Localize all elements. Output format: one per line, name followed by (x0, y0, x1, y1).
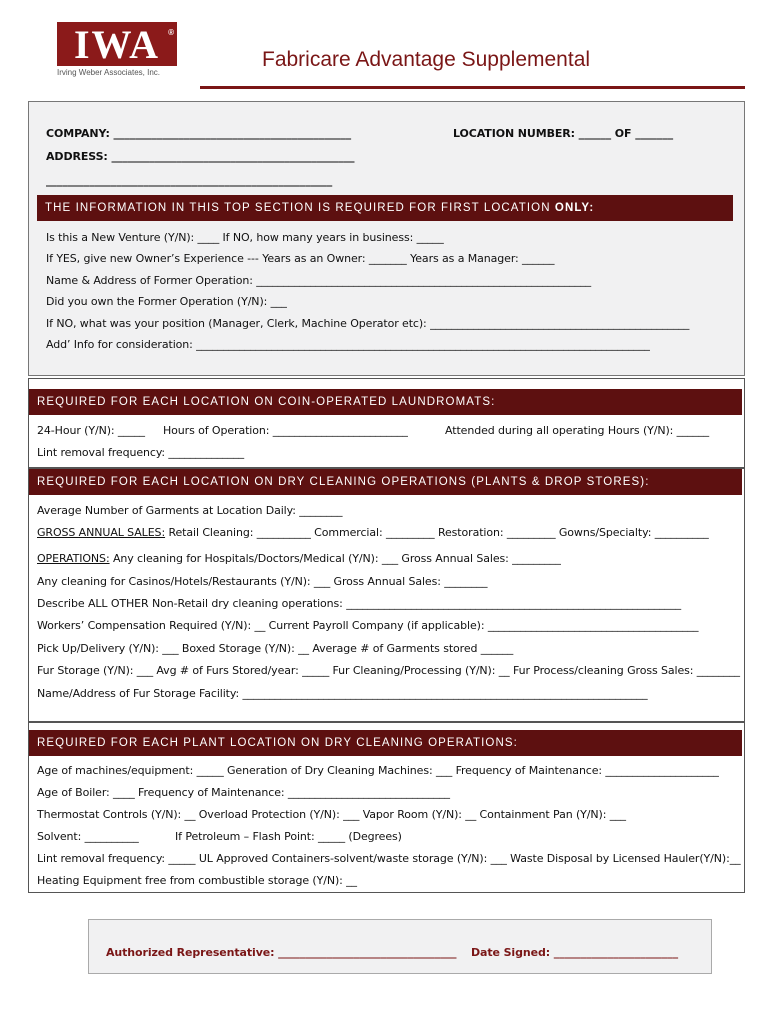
address-field[interactable]: ADDRESS: _____________________________________________ (46, 150, 355, 163)
additional-info-field[interactable]: Add’ Info for consideration: ____________________________________________________________________________________ (46, 338, 650, 351)
24-hour-field[interactable]: 24-Hour (Y/N): _____ (37, 424, 145, 437)
iwa-logo (57, 22, 182, 82)
plant-lint-removal-field[interactable]: Lint removal frequency: _____ UL Approved Containers-solvent/waste storage (Y/N): ___ Waste Disposal by Licensed Hauler(Y/N):__ (37, 852, 741, 865)
fur-storage-facility-field[interactable]: Name/Address of Fur Storage Facility: ___________________________________________________________________________ (37, 687, 648, 700)
operations-row[interactable] (37, 552, 561, 565)
owner-experience-question[interactable]: If YES, give new Owner’s Experience --- Years as an Owner: _______ Years as a Manager: ______ (46, 252, 555, 265)
logo-mark (57, 22, 177, 66)
hours-of-operation-field[interactable]: Hours of Operation: _________________________ (163, 424, 408, 437)
header-rule (200, 86, 745, 89)
attended-hours-field[interactable]: Attended during all operating Hours (Y/N): ______ (445, 424, 710, 437)
thermostat-controls-field[interactable]: Thermostat Controls (Y/N): __ Overload Protection (Y/N): ___ Vapor Room (Y/N): __ Containment Pan (Y/N): ___ (37, 808, 626, 821)
new-venture-question[interactable]: Is this a New Venture (Y/N): ____ If NO, how many years in business: _____ (46, 231, 444, 244)
location-number-field[interactable]: LOCATION NUMBER: ______ OF _______ (453, 127, 673, 140)
logo-brand: IWA (73, 22, 161, 67)
dry-cleaning-header: REQUIRED FOR EACH LOCATION ON DRY CLEANING OPERATIONS (PLANTS & DROP STORES): (29, 469, 742, 495)
first-location-header (37, 195, 733, 221)
solvent-field[interactable]: Solvent: __________ (37, 830, 139, 843)
address-line-2-field[interactable]: _____________________________________________________ (46, 174, 333, 187)
workers-comp-field[interactable]: Workers’ Compensation Required (Y/N): __ Current Payroll Company (if applicable): _______________________________________ (37, 619, 699, 632)
gross-annual-sales-label: GROSS ANNUAL SALES: (37, 526, 166, 539)
page-title: Fabricare Advantage Supplemental (262, 48, 591, 71)
former-operation-question[interactable]: Name & Address of Former Operation: ______________________________________________________________ (46, 274, 592, 287)
average-garments-field[interactable]: Average Number of Garments at Location Daily: ________ (37, 504, 343, 517)
casino-cleaning-field[interactable]: Any cleaning for Casinos/Hotels/Restaurants (Y/N): ___ Gross Annual Sales: ________ (37, 575, 488, 588)
flash-point-field[interactable]: If Petroleum – Flash Point: _____ (Degrees) (175, 830, 402, 843)
first-location-header-emph: ONLY: (554, 202, 595, 214)
logo-company-name: Irving Weber Associates, Inc. (57, 68, 161, 77)
own-former-operation-question[interactable]: Did you own the Former Operation (Y/N): ___ (46, 295, 287, 308)
first-location-header-text: THE INFORMATION IN THIS TOP SECTION IS REQUIRED FOR FIRST LOCATION (45, 202, 555, 214)
operations-label: OPERATIONS: (37, 552, 110, 565)
plant-location-header: REQUIRED FOR EACH PLANT LOCATION ON DRY CLEANING OPERATIONS: (29, 730, 742, 756)
boiler-age-field[interactable]: Age of Boiler: ____ Frequency of Maintenance: ______________________________ (37, 786, 450, 799)
coin-laundromat-header: REQUIRED FOR EACH LOCATION ON COIN-OPERATED LAUNDROMATS: (29, 389, 742, 415)
former-position-question[interactable]: If NO, what was your position (Manager, Clerk, Machine Operator etc): ________________________________________________ (46, 317, 690, 330)
authorized-representative-field[interactable]: Authorized Representative: _________________________________ (106, 946, 457, 959)
fur-storage-field[interactable]: Fur Storage (Y/N): ___ Avg # of Furs Stored/year: _____ Fur Cleaning/Processing (Y/N): __ Fur Process/cleaning Gross Sales: ________ (37, 664, 740, 677)
machine-age-field[interactable]: Age of machines/equipment: _____ Generation of Dry Cleaning Machines: ___ Frequency of Maintenance: _____________________ (37, 764, 719, 777)
medical-cleaning-fields[interactable]: Any cleaning for Hospitals/Doctors/Medical (Y/N): ___ Gross Annual Sales: _________ (109, 552, 561, 565)
company-field[interactable]: COMPANY: ____________________________________________ (46, 127, 352, 140)
gross-annual-sales-row[interactable] (37, 526, 709, 539)
gross-annual-sales-fields[interactable]: Retail Cleaning: __________ Commercial: _________ Restoration: _________ Gowns/Specialty: __________ (165, 526, 709, 539)
pickup-delivery-field[interactable]: Pick Up/Delivery (Y/N): ___ Boxed Storage (Y/N): __ Average # of Garments stored ______ (37, 642, 514, 655)
logo-reg: ® (168, 28, 174, 37)
date-signed-field[interactable]: Date Signed: _______________________ (471, 946, 678, 959)
non-retail-operations-field[interactable]: Describe ALL OTHER Non-Retail dry cleaning operations: ______________________________________________________________ (37, 597, 681, 610)
heating-equipment-field[interactable]: Heating Equipment free from combustible storage (Y/N): __ (37, 874, 357, 887)
coin-lint-removal-field[interactable]: Lint removal frequency: ______________ (37, 446, 245, 459)
